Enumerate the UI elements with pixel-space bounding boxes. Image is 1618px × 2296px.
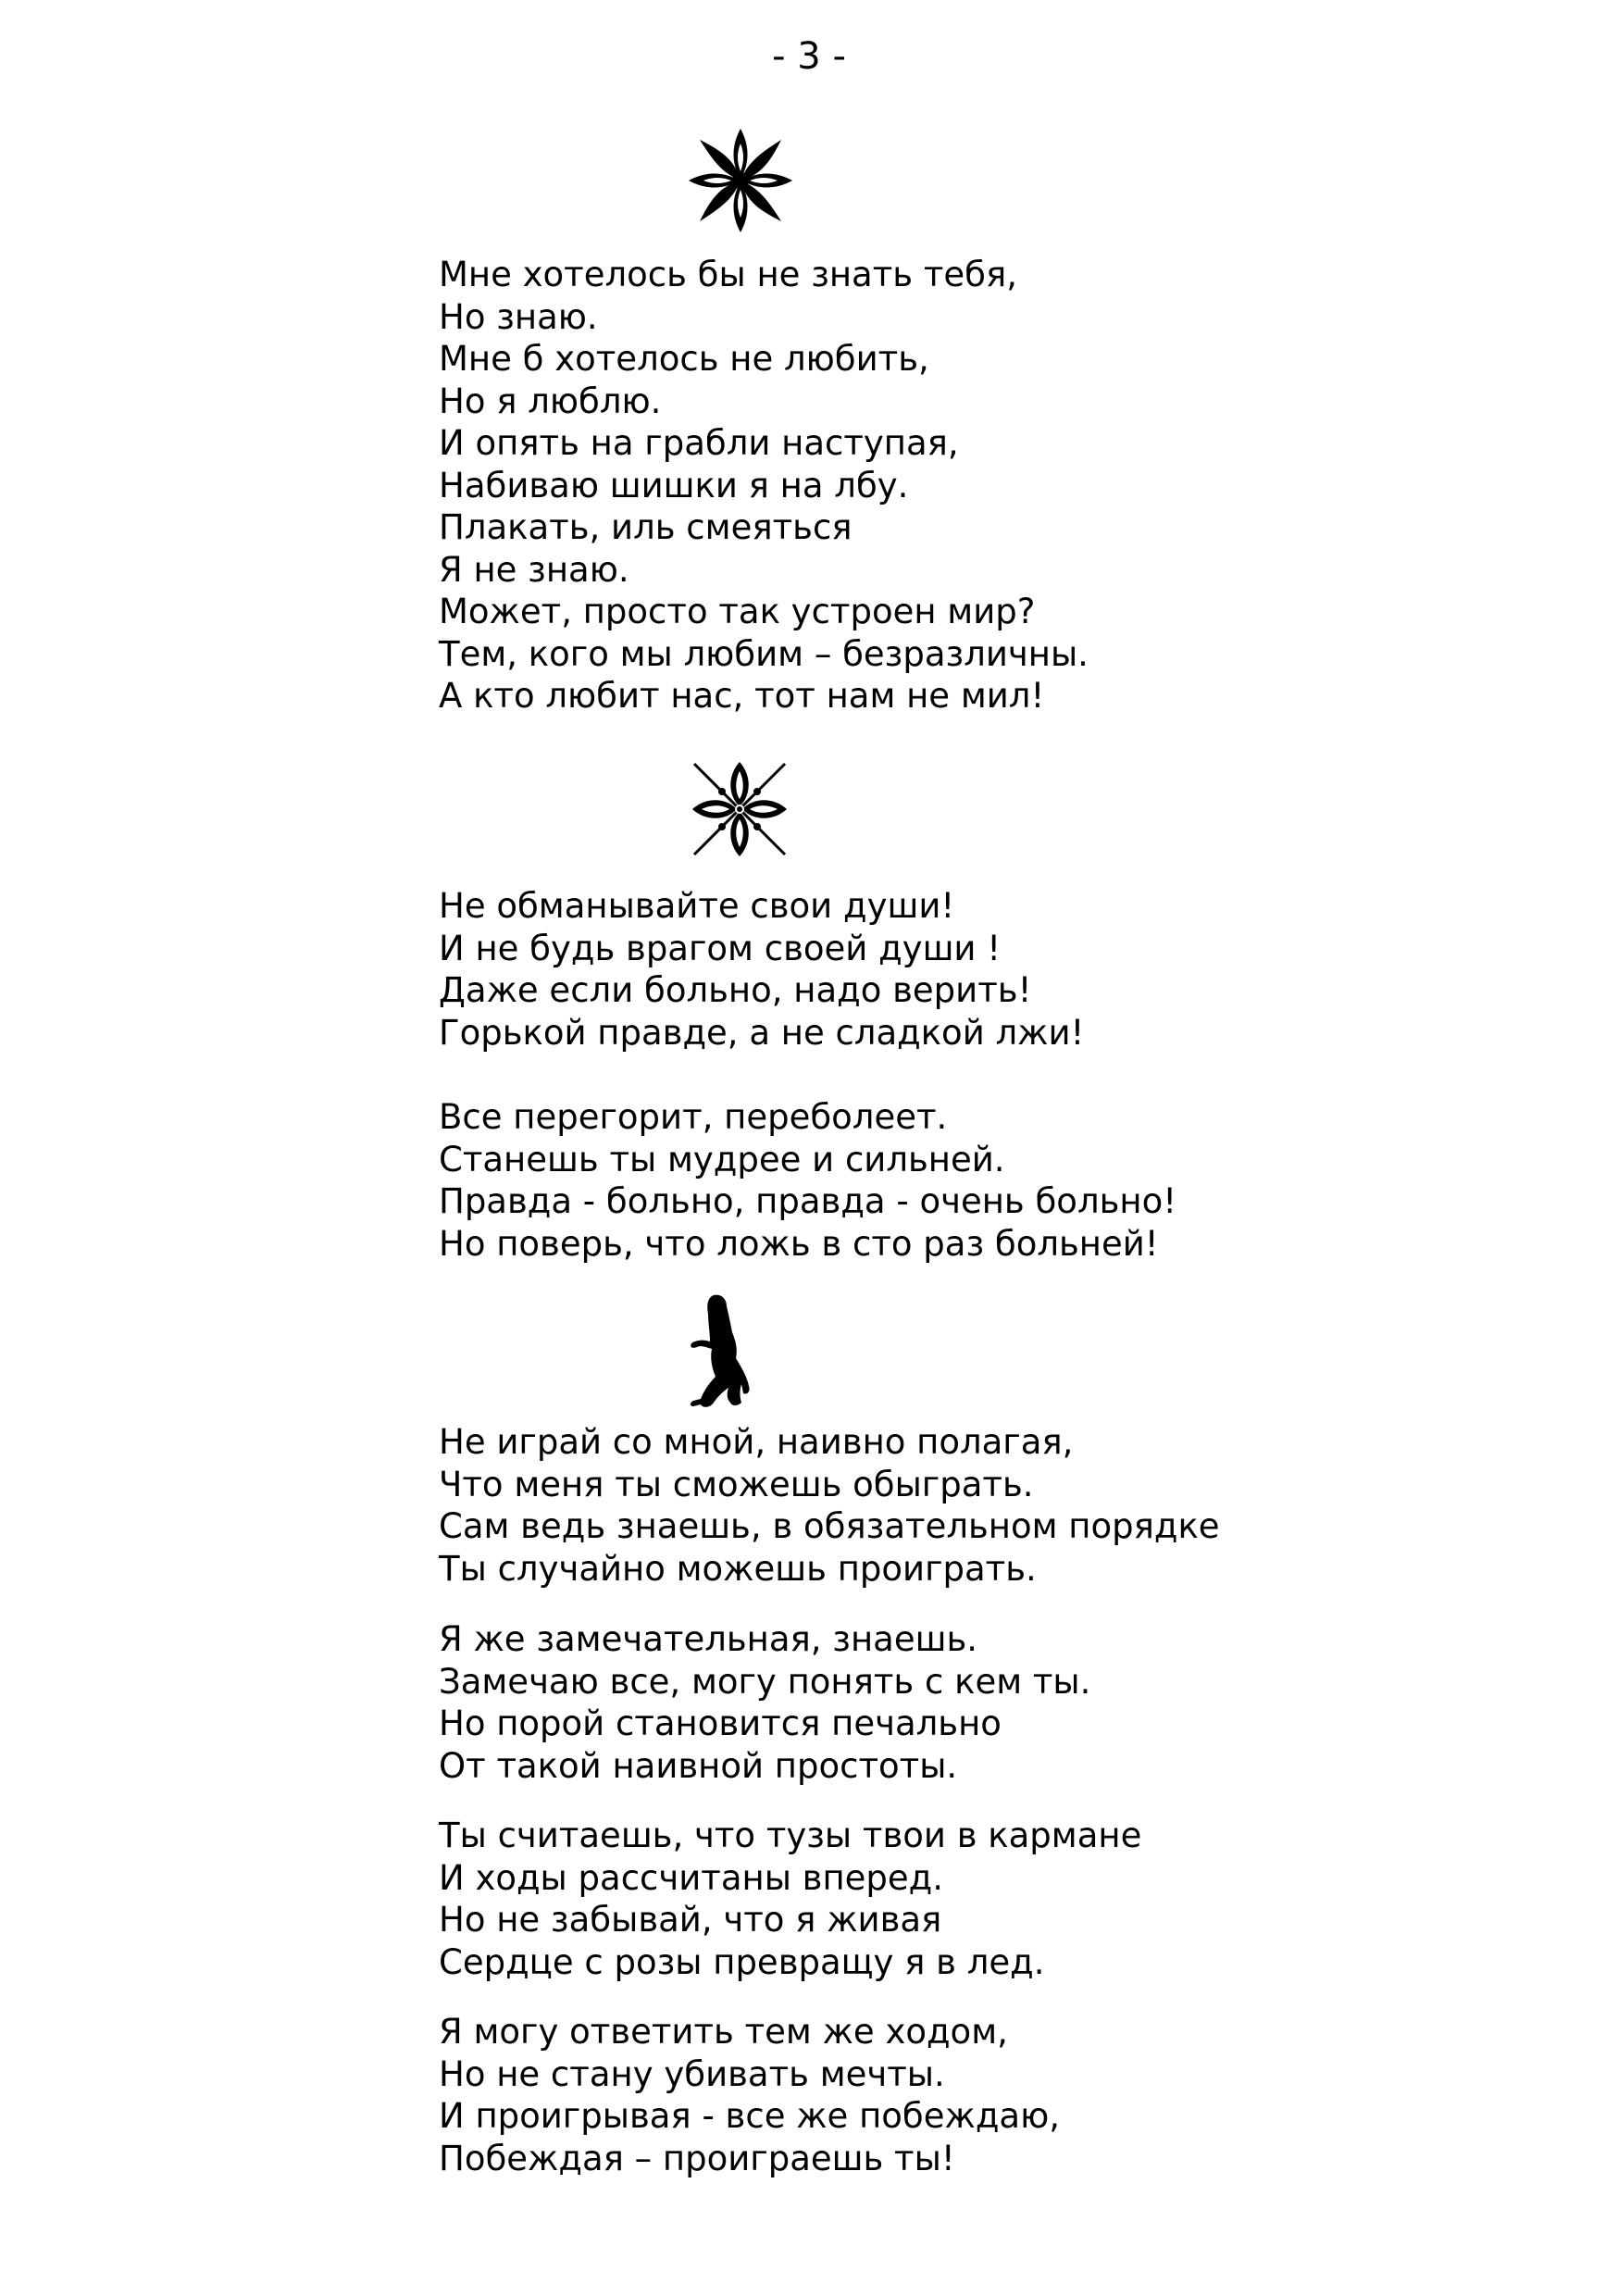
poem-line: Мне хотелось бы не знать тебя, <box>439 255 1018 294</box>
poem-1-stanza-1 <box>439 254 1089 718</box>
poem-line: И ходы рассчитаны вперед. <box>439 1857 944 1898</box>
poem-line: Но знаю. <box>439 296 598 337</box>
poem-line: Но поверь, что ложь в сто раз больней! <box>439 1223 1159 1264</box>
poem-line: Не играй со мной, наивно полагая, <box>439 1422 1074 1462</box>
poem-line: И опять на грабли наступая, <box>439 423 959 463</box>
poem-line: Даже если больно, надо верить! <box>439 970 1032 1010</box>
poem-line: Я не знаю. <box>439 549 629 590</box>
poem-line: Мне б хотелось не любить, <box>439 339 929 379</box>
poem-3-stanza-1 <box>439 1421 1220 1590</box>
poem-line: Тем, кого мы любим – безразличны. <box>439 633 1089 674</box>
poem-line: Плакать, иль смеяться <box>439 507 853 547</box>
poem-line: Все перегорит, переболеет. <box>439 1097 948 1137</box>
poem-line: Но порой становится печально <box>439 1703 1002 1743</box>
poem-line: Сердце с розы превращу я в лед. <box>439 1941 1045 1982</box>
poem-line: Не обманывайте свои души! <box>439 886 955 926</box>
poem-3-stanza-4 <box>439 2011 1060 2179</box>
poem-line: И не будь врагом своей души ! <box>439 928 1002 968</box>
poem-line: Набиваю шишки я на лбу. <box>439 465 909 505</box>
poem-line: Но не стану убивать мечты. <box>439 2053 945 2094</box>
kneeling-woman-silhouette-icon <box>680 1292 754 1412</box>
poem-line: Замечаю все, могу понять с кем ты. <box>439 1661 1091 1702</box>
poem-line: Станешь ты мудрее и сильней. <box>439 1139 1005 1179</box>
poem-line: Побеждая – проиграешь ты! <box>439 2138 955 2178</box>
poem-line: Что меня ты сможешь обыграть. <box>439 1464 1034 1504</box>
poem-line: Я могу ответить тем же ходом, <box>439 2012 1008 2052</box>
cross-flower-ornament-icon <box>685 755 794 864</box>
poem-line: Я же замечательная, знаешь. <box>439 1619 978 1659</box>
poem-line: Но я люблю. <box>439 381 662 421</box>
poem-line: А кто любит нас, тот нам не мил! <box>439 676 1045 716</box>
page-number: - 3 - <box>772 35 846 78</box>
poem-line: Ты считаешь, что тузы твои в кармане <box>439 1816 1142 1855</box>
poem-3-stanza-3 <box>439 1815 1141 1983</box>
poem-line: Горькой правде, а не сладкой лжи! <box>439 1012 1085 1053</box>
poem-line: Правда - больно, правда - очень больно! <box>439 1181 1177 1221</box>
poem-line: Ты случайно можешь проиграть. <box>439 1548 1037 1589</box>
poem-line: От такой наивной простоты. <box>439 1745 958 1786</box>
poem-3-stanza-2 <box>439 1618 1090 1787</box>
poem-2-stanza-1 <box>439 885 1084 1054</box>
poem-line: Сам ведь знаешь, в обязательном порядке <box>439 1506 1220 1546</box>
poem-line: Может, просто так устроен мир? <box>439 592 1036 631</box>
poem-line: Но не забывай, что я живая <box>439 1900 942 1940</box>
star-flower-ornament-icon <box>685 125 796 236</box>
poem-line: И проигрывая - все же побеждаю, <box>439 2096 1060 2136</box>
poem-2-stanza-2 <box>439 1096 1176 1265</box>
